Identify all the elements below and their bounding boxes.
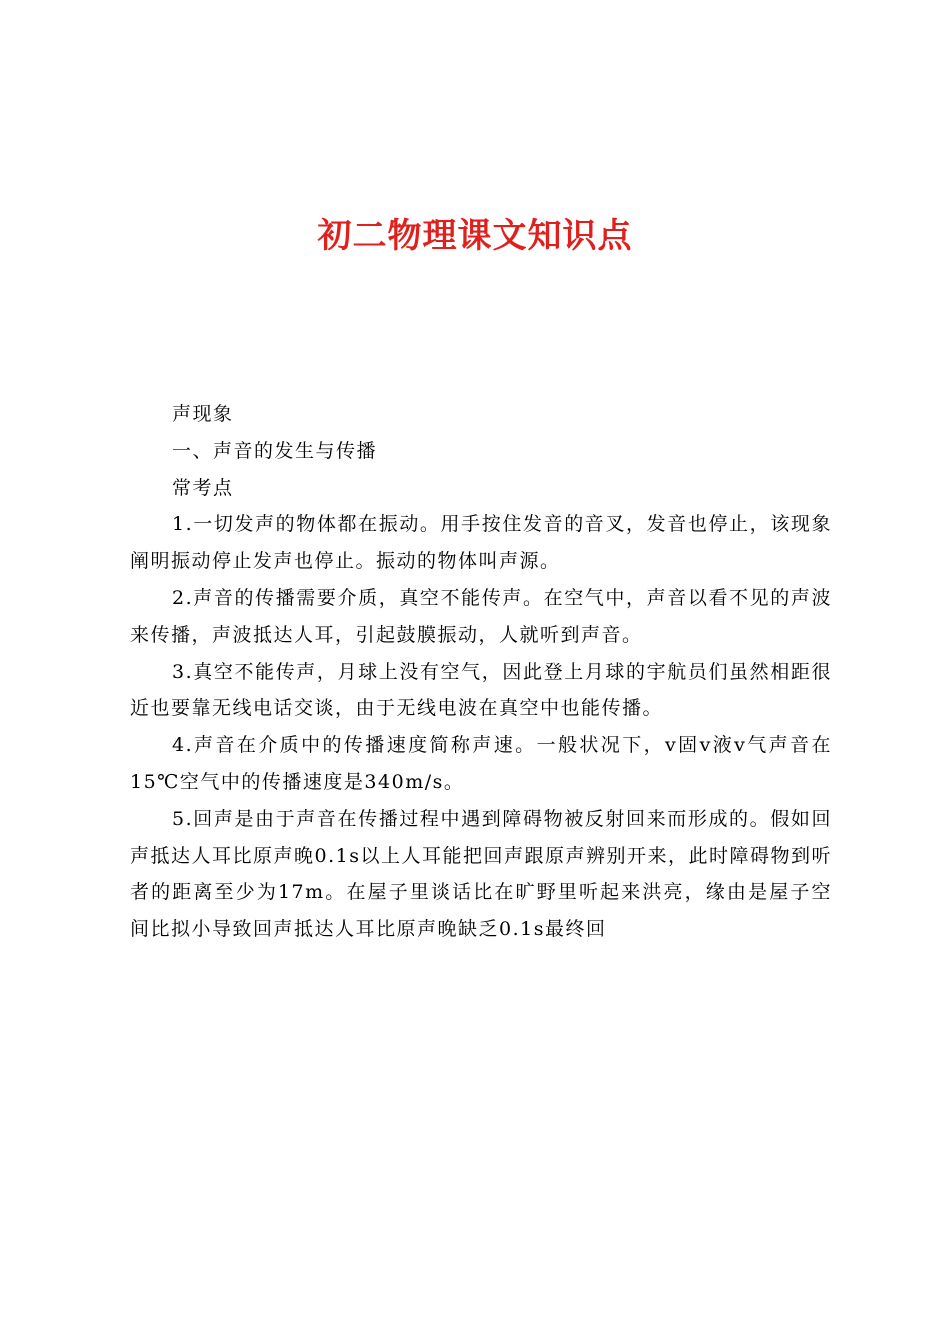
paragraph-key-points-label: 常考点 bbox=[172, 476, 234, 499]
document-body bbox=[130, 396, 832, 948]
paragraph-point-5: 5.回声是由于声音在传播过程中遇到障碍物被反射回来而形成的。假如回声抵达人耳比原声晚0.1s以上人耳能把回声跟原声辨别开来，此时障碍物到听者的距离至少为17m。在屋子里谈话比在旷野里听起来洪亮，缘由是屋子空间比拟小导致回声抵达人耳比原声晚缺乏0.1s最终回 bbox=[130, 807, 832, 941]
paragraph-point-4: 4.声音在介质中的传播速度简称声速。一般状况下，v固v液v气声音在15℃空气中的传播速度是340m/s。 bbox=[130, 734, 832, 793]
paragraph-subsection-heading: 一、声音的发生与传播 bbox=[172, 439, 378, 462]
paragraph-point-1: 1.一切发声的物体都在振动。用手按住发音的音叉，发音也停止，该现象阐明振动停止发声也停止。振动的物体叫声源。 bbox=[130, 513, 832, 573]
paragraph-section-heading: 声现象 bbox=[172, 403, 234, 425]
document-title: 初二物理课文知识点 bbox=[317, 216, 633, 256]
paragraph-point-2: 2.声音的传播需要介质，真空不能传声。在空气中，声音以看不见的声波来传播，声波抵达人耳，引起鼓膜振动，人就听到声音。 bbox=[130, 586, 832, 646]
paragraph-point-3: 3.真空不能传声，月球上没有空气，因此登上月球的宇航员们虽然相距很近也要靠无线电话交谈，由于无线电波在真空中也能传播。 bbox=[130, 660, 832, 720]
